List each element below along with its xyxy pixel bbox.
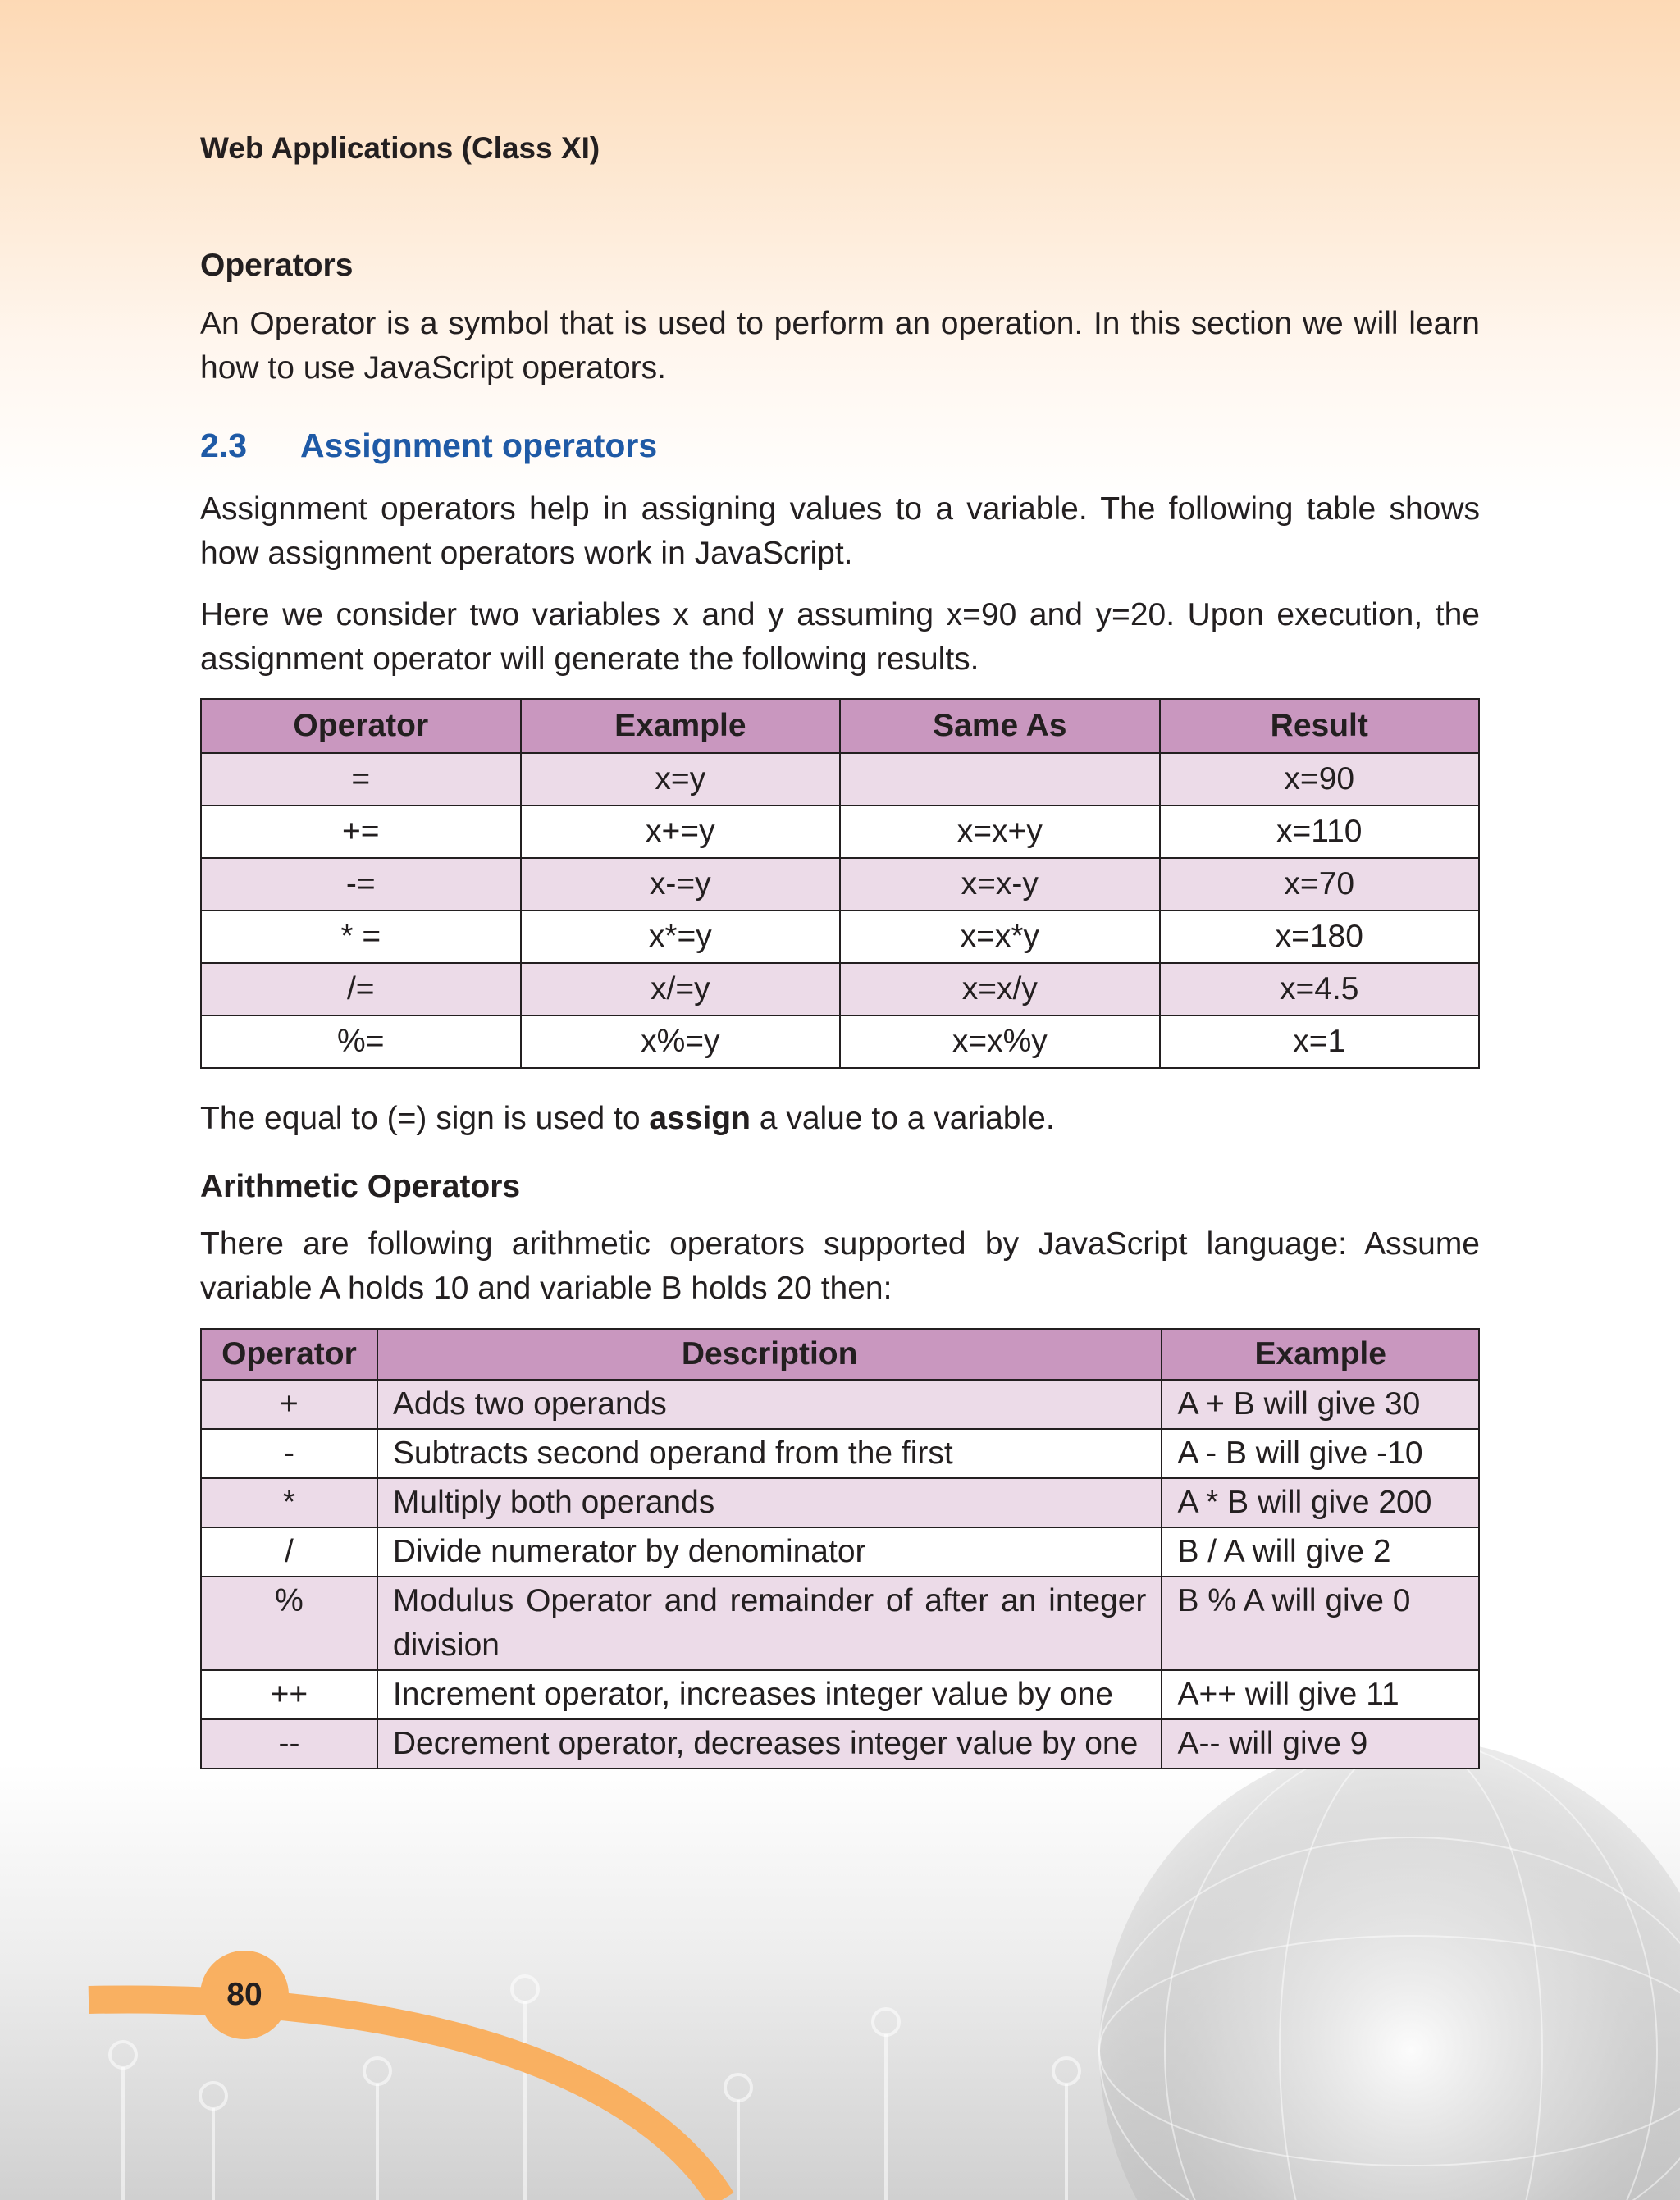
table-row: [201, 1577, 1479, 1670]
table-cell: A + B will give 30: [1162, 1380, 1479, 1429]
section-number: 2.3: [200, 427, 247, 464]
table-row: [201, 1429, 1479, 1478]
operators-heading: Operators: [200, 248, 354, 283]
column-header: Operator: [201, 1329, 377, 1380]
table-cell: x*=y: [521, 911, 841, 963]
column-header: Same As: [840, 699, 1159, 753]
table-row: [201, 1719, 1479, 1769]
table-cell: A++ will give 11: [1162, 1670, 1479, 1719]
table-cell: A - B will give -10: [1162, 1429, 1479, 1478]
arithmetic-operators-table: [200, 1328, 1480, 1769]
table-cell: Increment operator, increases integer value by one: [377, 1670, 1162, 1719]
table-cell: A * B will give 200: [1162, 1478, 1479, 1527]
table-cell: Decrement operator, decreases integer value by one: [377, 1719, 1162, 1769]
table-cell: Subtracts second operand from the first: [377, 1429, 1162, 1478]
column-header: Result: [1160, 699, 1479, 753]
orange-swoosh: [89, 2000, 722, 2200]
assign-note-text: The equal to (=) sign is used to: [200, 1101, 650, 1136]
table-cell: x+=y: [521, 806, 841, 858]
table-cell: --: [201, 1719, 377, 1769]
table-cell: %=: [201, 1016, 521, 1068]
section-heading: [200, 427, 657, 465]
assign-note-text-end: a value to a variable.: [750, 1101, 1055, 1136]
table-row: [201, 1380, 1479, 1429]
page-number-badge: 80: [200, 1951, 289, 2039]
table-cell: +=: [201, 806, 521, 858]
table-cell: x-=y: [521, 858, 841, 911]
table-row: [201, 858, 1479, 911]
arithmetic-paragraph: There are following arithmetic operators supported by JavaScript language: Assume variable A holds 10 and variable B holds 20 then:: [200, 1226, 1480, 1306]
table-cell: ++: [201, 1670, 377, 1719]
table-cell: *: [201, 1478, 377, 1527]
table-cell: x=x/y: [840, 963, 1159, 1016]
table-cell: x=110: [1160, 806, 1479, 858]
table-row: [201, 1670, 1479, 1719]
table-header-row: [201, 699, 1479, 753]
table-cell: x=90: [1160, 753, 1479, 806]
table-cell: -=: [201, 858, 521, 911]
table-cell: B % A will give 0: [1162, 1577, 1479, 1670]
column-header: Example: [1162, 1329, 1479, 1380]
table-cell: x/=y: [521, 963, 841, 1016]
running-head: Web Applications (Class XI): [200, 131, 600, 165]
assignment-paragraph-1: Assignment operators help in assigning values to a variable. The following table shows how assignment operators work in JavaScript.: [200, 491, 1480, 571]
table-row: [201, 806, 1479, 858]
table-cell: Modulus Operator and remainder of after an integer division: [377, 1577, 1162, 1670]
table-row: [201, 1478, 1479, 1527]
table-cell: B / A will give 2: [1162, 1527, 1479, 1577]
column-header: Operator: [201, 699, 521, 753]
table-cell: x=x*y: [840, 911, 1159, 963]
table-cell: x=x+y: [840, 806, 1159, 858]
table-cell: /=: [201, 963, 521, 1016]
table-cell: A-- will give 9: [1162, 1719, 1479, 1769]
table-row: [201, 753, 1479, 806]
assignment-operators-table: [200, 698, 1480, 1069]
table-cell: Divide numerator by denominator: [377, 1527, 1162, 1577]
table-cell: +: [201, 1380, 377, 1429]
table-cell: Multiply both operands: [377, 1478, 1162, 1527]
table-cell: -: [201, 1429, 377, 1478]
assignment-paragraph-2: Here we consider two variables x and y assuming x=90 and y=20. Upon execution, the assignment operator will generate the following results.: [200, 597, 1480, 677]
column-header: Description: [377, 1329, 1162, 1380]
table-cell: x=1: [1160, 1016, 1479, 1068]
table-cell: x=y: [521, 753, 841, 806]
table-cell: x=x%y: [840, 1016, 1159, 1068]
table-cell: x=x-y: [840, 858, 1159, 911]
table-cell: [840, 753, 1159, 806]
table-row: [201, 1527, 1479, 1577]
table-cell: * =: [201, 911, 521, 963]
table-cell: /: [201, 1527, 377, 1577]
table-row: [201, 963, 1479, 1016]
table-cell: =: [201, 753, 521, 806]
column-header: Example: [521, 699, 841, 753]
section-title: Assignment operators: [300, 427, 658, 464]
table-cell: Adds two operands: [377, 1380, 1162, 1429]
table-cell: %: [201, 1577, 377, 1670]
table-cell: x%=y: [521, 1016, 841, 1068]
table-cell: x=70: [1160, 858, 1479, 911]
table-row: [201, 1016, 1479, 1068]
assign-note-bold: assign: [649, 1101, 751, 1136]
table-cell: x=180: [1160, 911, 1479, 963]
table-cell: x=4.5: [1160, 963, 1479, 1016]
operators-paragraph: An Operator is a symbol that is used to perform an operation. In this section we will learn how to use JavaScript operators.: [200, 306, 1480, 386]
table-header-row: [201, 1329, 1479, 1380]
arithmetic-heading: Arithmetic Operators: [200, 1169, 521, 1204]
table-row: [201, 911, 1479, 963]
assign-note: [200, 1097, 1480, 1141]
